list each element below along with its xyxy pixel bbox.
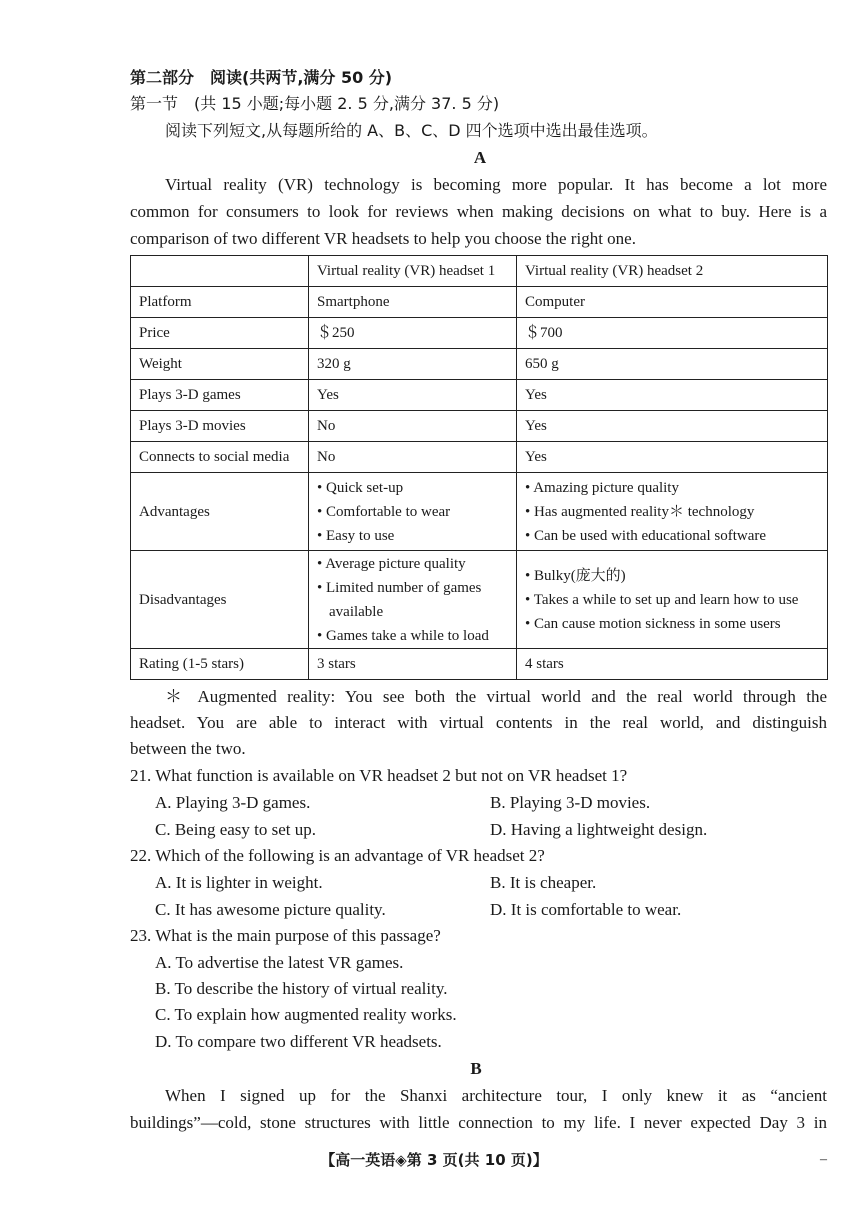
table-header-row xyxy=(131,256,828,287)
bullet-item: • Games take a while to load xyxy=(317,624,508,648)
option-b: B. It is cheaper. xyxy=(490,873,597,892)
option-a: A. Playing 3-D games. xyxy=(155,793,311,812)
bullet-item: • Takes a while to set up and learn how to use xyxy=(525,588,819,612)
footer-mark: – xyxy=(820,1152,827,1167)
option-c: C. It has awesome picture quality. xyxy=(155,900,386,919)
table-cell: Computer xyxy=(517,287,828,318)
table-cell xyxy=(309,473,517,551)
question-stem: 23. What is the main purpose of this passage? xyxy=(130,926,441,945)
table-cell: ＄250 xyxy=(309,318,517,349)
bullet-item: • Limited number of games xyxy=(317,576,508,600)
table-cell xyxy=(517,551,828,649)
table-cell: Smartphone xyxy=(309,287,517,318)
row-label-cell: Rating (1-5 stars) xyxy=(131,649,309,680)
table-cell: 4 stars xyxy=(517,649,828,680)
bullet-item: • Bulky(庞大的) xyxy=(525,564,819,588)
table-row xyxy=(131,287,828,318)
option-b: B. Playing 3-D movies. xyxy=(490,793,651,812)
row-label-cell: Advantages xyxy=(131,473,309,551)
passage-b-line: When I signed up for the Shanxi architecture tour, I only knew it as “ancient xyxy=(165,1086,827,1105)
passage-a-label: A xyxy=(473,148,487,167)
table-header-cell: Virtual reality (VR) headset 2 xyxy=(517,256,828,287)
table-row xyxy=(131,349,828,380)
footnote-line: headset. You are able to interact with virtual contents in the real world, and distinguish xyxy=(130,713,827,732)
bullet-item: • Can cause motion sickness in some users xyxy=(525,612,819,636)
passage-b-line: buildings”—cold, stone structures with little connection to my life. I never expected Day 3 in xyxy=(130,1113,827,1132)
part-heading: 第二部分 阅读(共两节,满分 50 分) xyxy=(130,68,393,87)
table-cell: 3 stars xyxy=(309,649,517,680)
table-cell: Yes xyxy=(517,380,828,411)
row-label-cell: Weight xyxy=(131,349,309,380)
table-cell xyxy=(309,551,517,649)
row-label-cell: Price xyxy=(131,318,309,349)
bullet-item: • Can be used with educational software xyxy=(525,524,819,548)
option-d: D. Having a lightweight design. xyxy=(490,820,708,839)
bullet-item: • Quick set-up xyxy=(317,476,508,500)
option-d: D. To compare two different VR headsets. xyxy=(155,1032,442,1051)
bullet-item: • Average picture quality xyxy=(317,552,508,576)
section-heading: 第一节 (共 15 小题;每小题 2. 5 分,满分 37. 5 分) xyxy=(130,94,500,113)
table-cell: ＄700 xyxy=(517,318,828,349)
bullet-item: • Easy to use xyxy=(317,524,508,548)
row-label-cell: Connects to social media xyxy=(131,442,309,473)
table-cell: No xyxy=(309,411,517,442)
passage-a-intro-line: comparison of two different VR headsets to help you choose the right one. xyxy=(130,229,636,248)
table-cell: 320 g xyxy=(309,349,517,380)
table-row xyxy=(131,318,828,349)
option-a: A. To advertise the latest VR games. xyxy=(155,953,404,972)
option-d: D. It is comfortable to wear. xyxy=(490,900,682,919)
table-cell xyxy=(131,256,309,287)
footnote-line: ＊ Augmented reality: You see both the virtual world and the real world through the xyxy=(165,687,827,706)
table-cell: Yes xyxy=(517,411,828,442)
table-row xyxy=(131,380,828,411)
question-stem: 22. Which of the following is an advantage of VR headset 2? xyxy=(130,846,545,865)
question-stem: 21. What function is available on VR headset 2 but not on VR headset 1? xyxy=(130,766,628,785)
table-cell: Yes xyxy=(309,380,517,411)
instruction-text: 阅读下列短文,从每题所给的 A、B、C、D 四个选项中选出最佳选项。 xyxy=(165,121,658,140)
bullet-item: • Amazing picture quality xyxy=(525,476,819,500)
passage-b-label: B xyxy=(470,1059,482,1078)
table-cell: Yes xyxy=(517,442,828,473)
option-a: A. It is lighter in weight. xyxy=(155,873,323,892)
option-c: C. To explain how augmented reality works. xyxy=(155,1005,457,1024)
passage-a-intro-line: Virtual reality (VR) technology is becoming more popular. It has become a lot more xyxy=(165,175,827,194)
rating-row xyxy=(131,649,828,680)
vr-comparison-table xyxy=(130,255,828,680)
table-cell: No xyxy=(309,442,517,473)
disadvantages-row xyxy=(131,551,828,649)
table-row xyxy=(131,442,828,473)
table-cell xyxy=(517,473,828,551)
footnote-line: between the two. xyxy=(130,739,246,758)
table-cell: 650 g xyxy=(517,349,828,380)
row-label-cell: Disadvantages xyxy=(131,551,309,649)
bullet-continuation: available xyxy=(329,603,384,620)
bullet-item: • Comfortable to wear xyxy=(317,500,508,524)
bullet-item: • Has augmented reality＊ technology xyxy=(525,500,819,524)
advantages-row xyxy=(131,473,828,551)
option-b: B. To describe the history of virtual reality. xyxy=(155,979,448,998)
row-label-cell: Platform xyxy=(131,287,309,318)
passage-a-intro-line: common for consumers to look for reviews when making decisions on what to buy. Here is a xyxy=(130,202,827,221)
page-footer: 【高一英语◈第 3 页(共 10 页)】 xyxy=(320,1151,548,1169)
option-c: C. Being easy to set up. xyxy=(155,820,317,839)
table-header-cell: Virtual reality (VR) headset 1 xyxy=(309,256,517,287)
row-label-cell: Plays 3-D movies xyxy=(131,411,309,442)
table-row xyxy=(131,411,828,442)
row-label-cell: Plays 3-D games xyxy=(131,380,309,411)
